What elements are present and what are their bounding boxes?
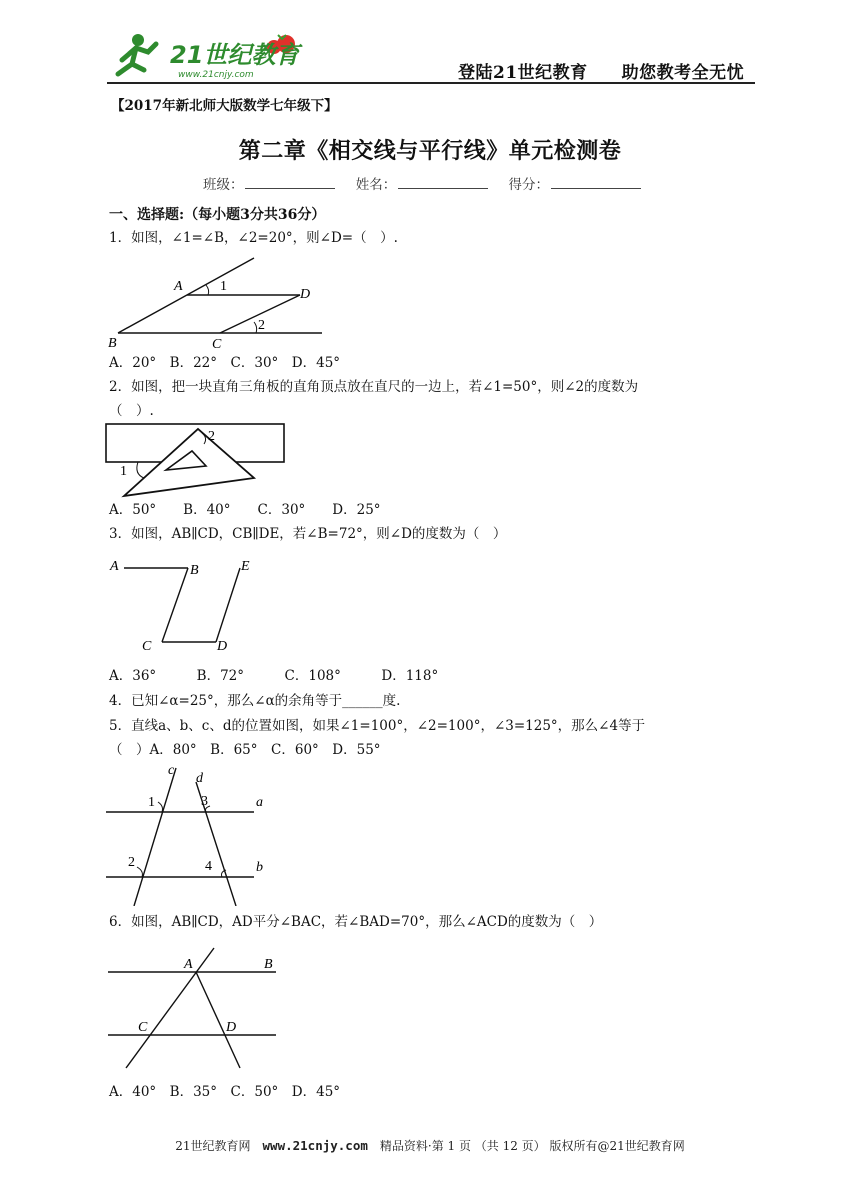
q3-label-D: D <box>217 639 228 654</box>
header-divider <box>107 82 755 84</box>
question-2-stem-line1: 2．如图，把一块直角三角板的直角顶点放在直尺的一边上，若∠1=50°，则∠2的度数为 <box>109 379 639 395</box>
name-label: 姓名： <box>355 177 397 193</box>
q6-label-D: D <box>226 1020 237 1035</box>
question-5-stem-line1: 5．直线a、b、c、d的位置如图，如果∠1=100°，∠2=100°，∠3=125°，那么∠4等于 <box>109 718 646 734</box>
q3-label-C: C <box>142 639 152 654</box>
class-blank[interactable] <box>245 176 335 189</box>
question-3-options: A．36° B．72° C．108° D．118° <box>109 668 439 684</box>
q5-label-c: c <box>168 763 175 778</box>
question-3-stem: 3．如图，AB∥CD，CB∥DE，若∠B=72°，则∠D的度数为（ ） <box>109 526 507 542</box>
page-title: 第二章《相交线与平行线》单元检测卷 <box>238 138 622 164</box>
q3-label-E: E <box>241 559 250 574</box>
question-2-stem-line2: （ ）. <box>109 403 154 419</box>
footer-right: 精品资料·第 1 页 （共 12 页） 版权所有@21世纪教育网 <box>379 1139 685 1153</box>
q1-label-D: D <box>300 287 311 302</box>
question-1-options: A．20° B．22° C．30° D．45° <box>109 355 341 371</box>
student-info-fields <box>0 173 860 193</box>
q5-label-4: 4 <box>205 859 212 874</box>
header-slogan <box>458 58 744 83</box>
question-2-options: A．50° B．40° C．30° D．25° <box>109 502 381 518</box>
q1-label-2: 2 <box>258 318 265 333</box>
name-blank[interactable] <box>398 176 488 189</box>
question-4-stem: 4．已知∠α=25°，那么∠α的余角等于______度. <box>109 693 401 709</box>
question-6-figure <box>104 944 284 1072</box>
slogan-right: 助您教考全无忧 <box>621 63 745 83</box>
footer-left: 21世纪教育网 <box>175 1139 251 1153</box>
runner-icon <box>118 34 156 74</box>
question-3-figure <box>104 552 264 656</box>
question-1-figure <box>104 250 329 350</box>
question-6-options: A．40° B．35° C．50° D．45° <box>109 1084 341 1100</box>
page-footer <box>0 1137 860 1154</box>
q6-label-C: C <box>138 1020 148 1035</box>
logo-url: www.21cnjy.com <box>178 70 254 80</box>
slogan-left: 登陆21世纪教育 <box>458 63 588 83</box>
q1-label-B: B <box>108 336 117 350</box>
q1-label-A: A <box>174 279 183 294</box>
q3-label-B: B <box>190 563 199 578</box>
logo-text: 21世纪教育 <box>170 41 300 69</box>
question-1-stem: 1．如图，∠1=∠B，∠2=20°，则∠D=（ ）. <box>109 230 398 246</box>
q5-label-a: a <box>256 795 263 810</box>
q5-label-2: 2 <box>128 855 135 870</box>
q2-label-2: 2 <box>208 429 215 444</box>
question-2-figure <box>104 422 289 500</box>
class-label: 班级： <box>202 177 244 193</box>
q5-label-b: b <box>256 860 263 875</box>
score-label: 得分： <box>508 177 550 193</box>
q5-label-1: 1 <box>148 795 155 810</box>
q6-label-A: A <box>184 957 193 972</box>
question-5-stem-line2: （ ）A．80° B．65° C．60° D．55° <box>109 742 381 758</box>
q3-label-A: A <box>110 559 119 574</box>
q1-label-1: 1 <box>220 279 227 294</box>
site-logo <box>108 30 308 82</box>
q6-label-B: B <box>264 957 273 972</box>
q1-label-C: C <box>212 337 222 350</box>
q5-label-d: d <box>196 771 203 786</box>
question-5-figure <box>104 760 274 906</box>
q5-label-3: 3 <box>201 794 208 809</box>
footer-url-link[interactable]: www.21cnjy.com <box>262 1138 368 1153</box>
grade-tag: 【2017年新北师大版数学七年级下】 <box>111 98 338 114</box>
section-heading: 一、选择题:（每小题3分共36分） <box>109 207 326 223</box>
question-6-stem: 6．如图，AB∥CD，AD平分∠BAC，若∠BAD=70°，那么∠ACD的度数为（ ） <box>109 914 603 930</box>
score-blank[interactable] <box>551 176 641 189</box>
q2-label-1: 1 <box>120 464 127 479</box>
